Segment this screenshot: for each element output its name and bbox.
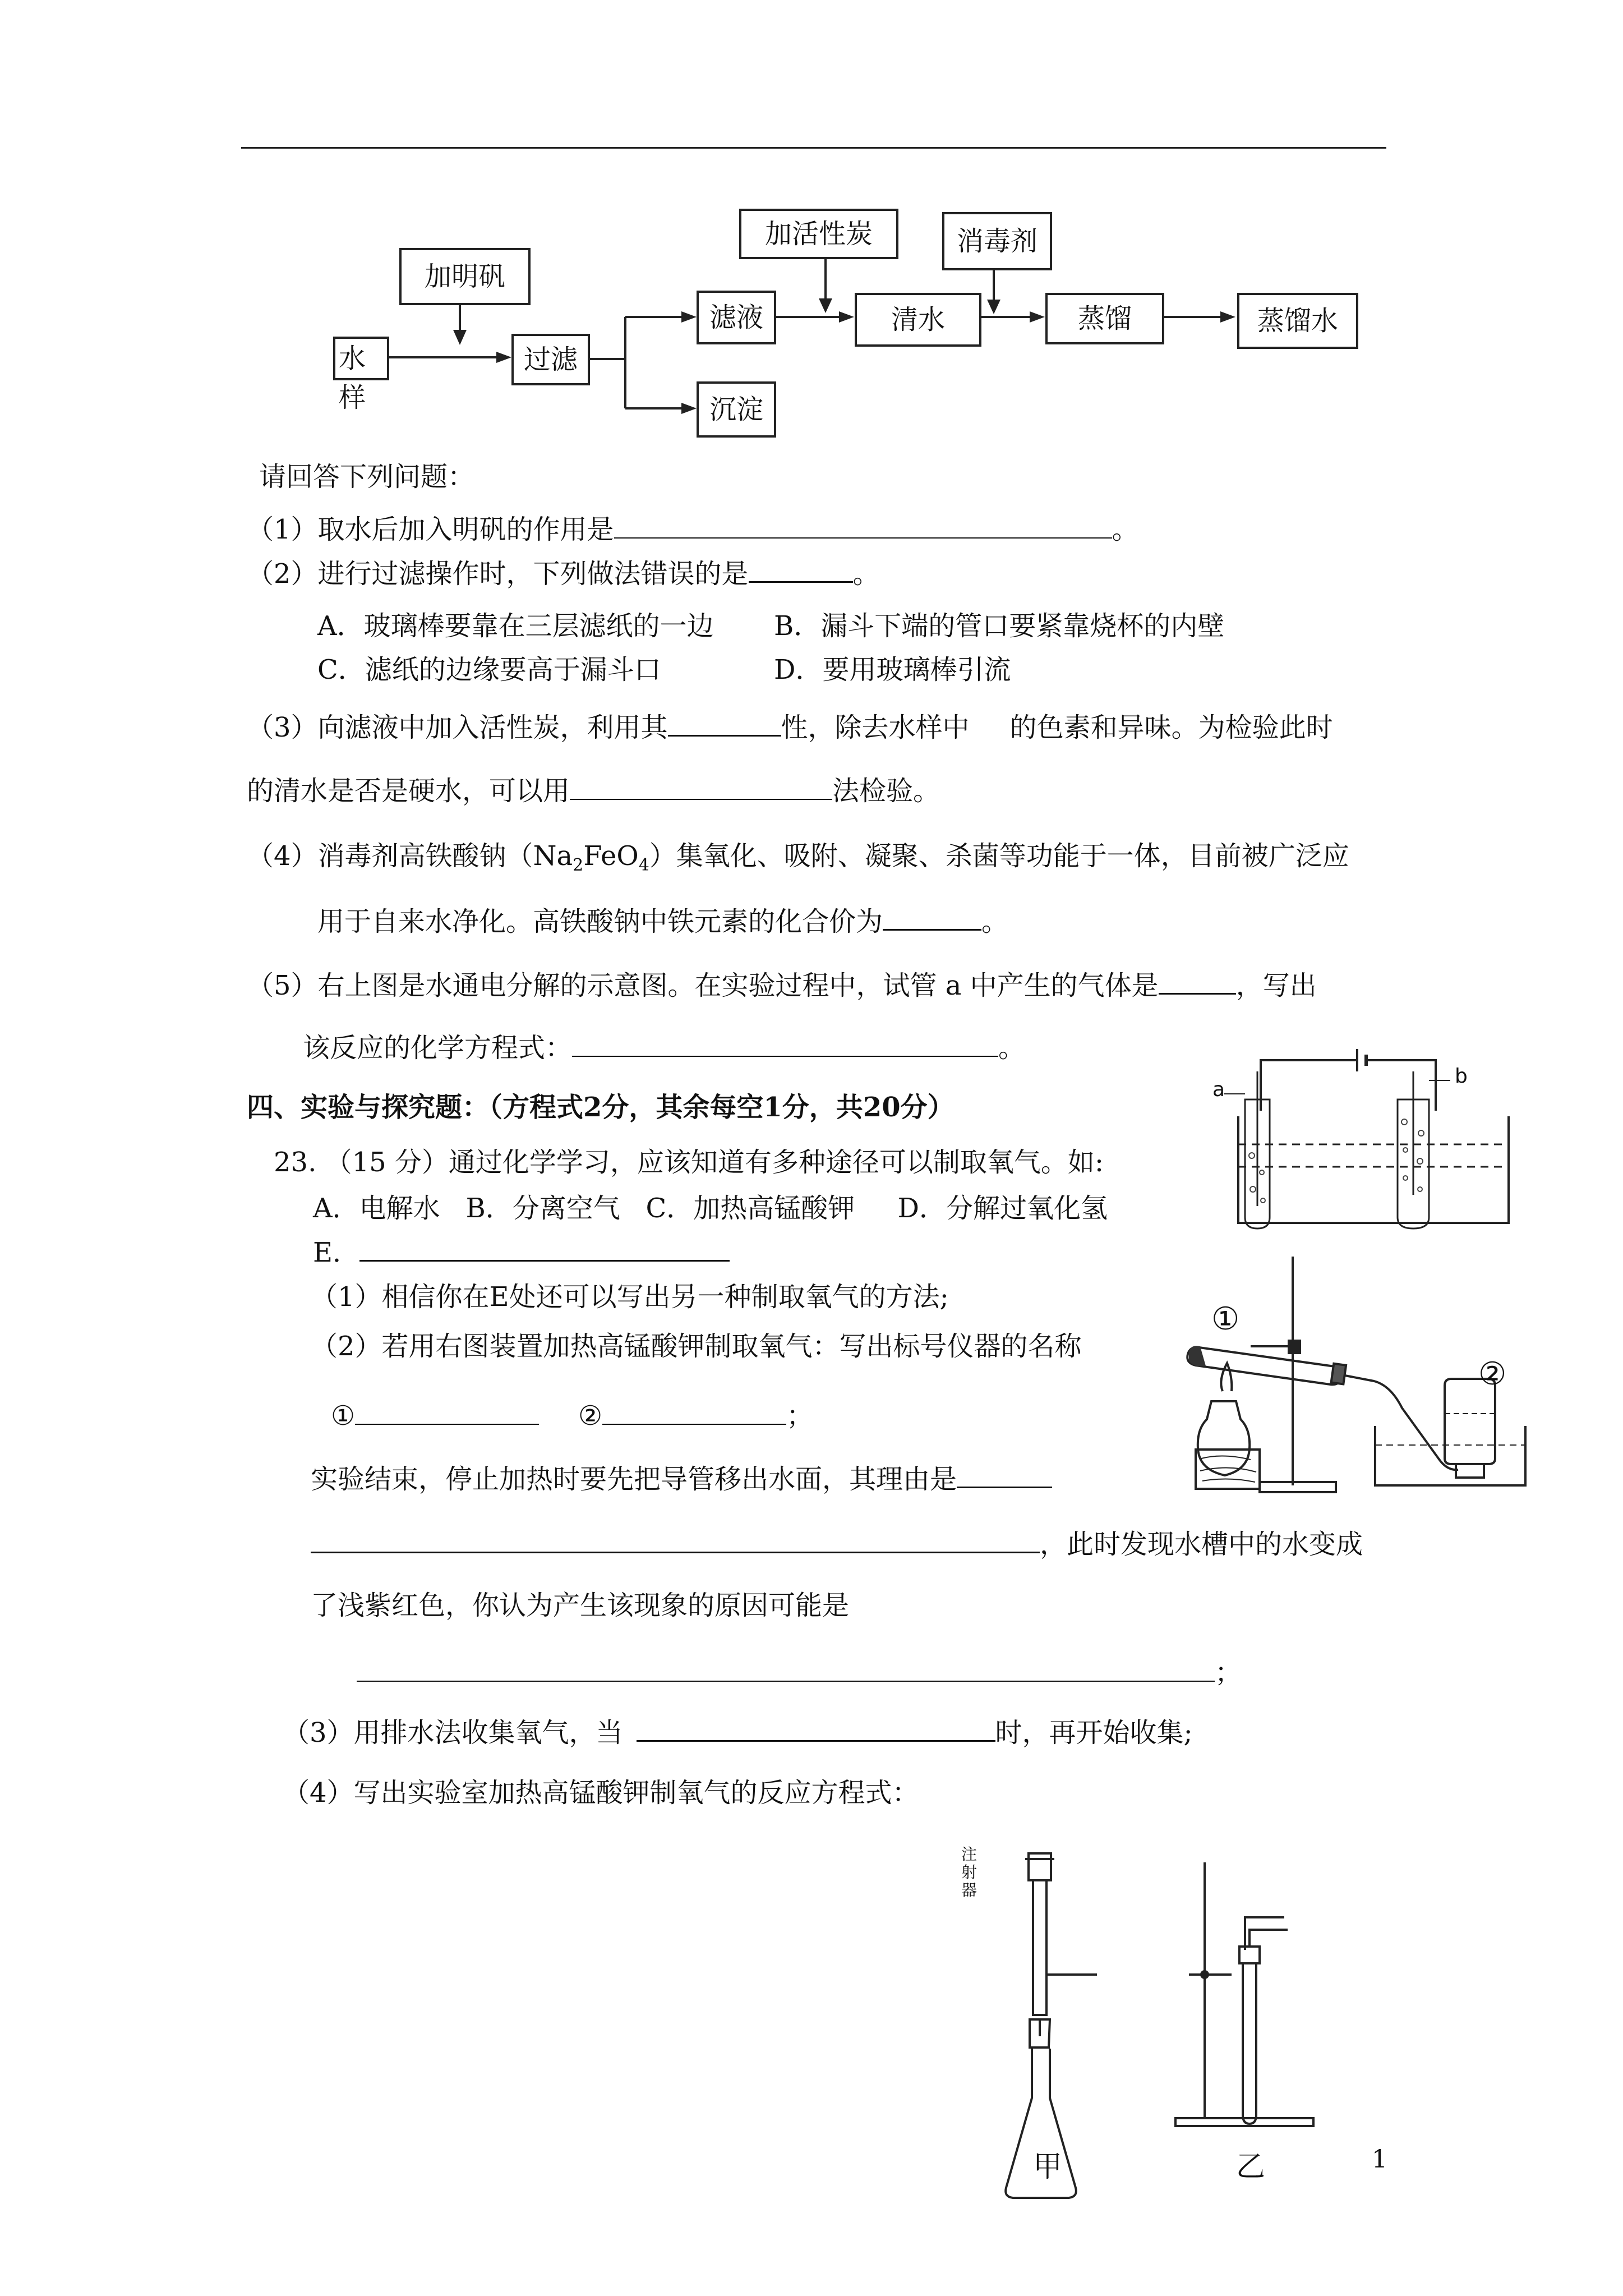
q2-option-c: C．滤纸的边缘要高于漏斗口	[317, 654, 661, 685]
q23-part2-reason: 实验结束，停止加热时要先把导管移出水面，其理由是	[311, 1461, 1052, 1496]
q1-answer-blank[interactable]	[614, 512, 1112, 539]
q3-blank-method[interactable]	[570, 773, 832, 800]
box-filtrate: 滤液	[697, 291, 776, 344]
box-distilled-water: 蒸馏水	[1237, 293, 1358, 349]
q2-option-b: B．漏斗下端的管口要紧靠烧杯的内壁	[774, 610, 1225, 642]
box-clean-water: 清水	[855, 293, 981, 347]
apparatus-yi	[1172, 1851, 1363, 2120]
q23-option-e: E．	[313, 1234, 730, 1269]
box-disinfectant: 消毒剂	[942, 212, 1052, 270]
question-5-line2: 该反应的化学方程式： 。	[303, 1030, 1025, 1065]
question-4-line1: （4）消毒剂高铁酸钠$(Na_2FeO_4)$集氧化、吸附、凝聚、杀菌等功能于一体，目前被广泛应	[247, 840, 1349, 875]
question-4-line2: 用于自来水净化。高铁酸钠中铁元素的化合价为 。	[317, 903, 1008, 938]
question-5-line1: （5）右上图是水通电分解的示意图。在实验过程中，试管 a 中产生的气体是 ，写出	[247, 967, 1317, 1002]
label-yi: 乙	[1236, 2150, 1266, 2184]
q3-blank-property[interactable]	[668, 709, 781, 737]
q2-option-d: D．要用玻璃棒引流	[774, 654, 1011, 685]
questions-intro: 请回答下列问题：	[259, 461, 475, 493]
syringe-label: 注射器	[961, 1845, 978, 1899]
box-sediment: 沉淀	[697, 381, 776, 438]
q23-part4: （4）写出实验室加热高锰酸钾制氧气的反应方程式：	[283, 1777, 919, 1809]
question-1: （1）取水后加入明矾的作用是 。	[247, 512, 1139, 546]
reason-blank-start[interactable]	[957, 1461, 1052, 1488]
collect-condition-blank[interactable]	[637, 1714, 995, 1742]
q23-part2: （2）若用右图装置加热高锰酸钾制取氧气：写出标号仪器的名称	[311, 1331, 1082, 1362]
q23-part2-purple-answer: ；	[357, 1655, 1242, 1690]
q23-instrument-names: ① ② ；	[331, 1398, 813, 1433]
question-3-line1: （3）向滤液中加入活性炭，利用其 性，除去水样中 的色素和异味。为检验此时	[247, 709, 1333, 744]
q23-part2-purple: 了浅紫红色，你认为产生该现象的原因可能是	[311, 1590, 850, 1621]
electrolysis-label-b: b	[1455, 1065, 1468, 1088]
box-distill: 蒸馏	[1045, 293, 1164, 344]
purple-cause-blank[interactable]	[357, 1655, 1215, 1682]
question-23: 23. （15 分）通过化学学习，应该知道有多种途径可以制取氧气。如:	[274, 1147, 1104, 1178]
q23-part3: （3）用排水法收集氧气，当 时，再开始收集;	[283, 1714, 1193, 1750]
question-2: （2）进行过滤操作时，下列做法错误的是 。	[247, 555, 880, 591]
instrument-2-blank[interactable]	[602, 1398, 786, 1425]
apparatus-jia	[993, 1851, 1138, 2120]
q2-option-a: A．玻璃棒要靠在三层滤纸的一边	[317, 610, 714, 642]
q5-blank-gas[interactable]	[1159, 967, 1236, 995]
q23-options: A．电解水 B．分离空气 C．加热高锰酸钾 D．分解过氧化氢	[313, 1193, 1108, 1224]
page-number: 1	[1372, 2145, 1387, 2174]
electrolysis-diagram	[1223, 1055, 1525, 1234]
q4-blank-valence[interactable]	[883, 903, 981, 931]
apparatus-label-1: ①	[1211, 1301, 1240, 1337]
q23-part1: （1）相信你在E处还可以写出另一种制取氧气的方法;	[311, 1281, 949, 1313]
reason-blank-cont[interactable]	[311, 1526, 1040, 1553]
apparatus-label-2: ②	[1478, 1356, 1507, 1392]
q2-answer-blank[interactable]	[749, 555, 853, 583]
q23-part2-reason-cont: ，此时发现水槽中的水变成	[311, 1526, 1363, 1561]
box-add-alum: 加明矾	[399, 248, 531, 305]
instrument-1-blank[interactable]	[355, 1398, 539, 1425]
label-jia: 甲	[1033, 2150, 1063, 2184]
question-3-line2: 的清水是否是硬水，可以用 法检验。	[247, 773, 940, 808]
q5-blank-equation[interactable]	[572, 1030, 998, 1057]
box-filter: 过滤	[511, 334, 590, 385]
option-e-blank[interactable]	[359, 1234, 730, 1262]
section4-heading: 四、实验与探究题：（方程式2分，其余每空1分，共20分）	[247, 1092, 955, 1123]
box-add-carbon: 加活性炭	[739, 209, 898, 259]
electrolysis-label-a: a	[1212, 1078, 1225, 1101]
box-water-sample: 水样	[333, 337, 389, 380]
